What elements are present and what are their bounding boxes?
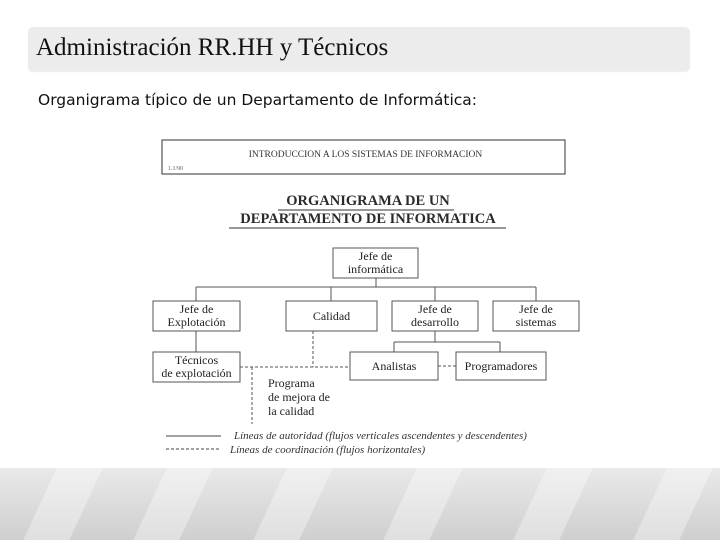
chart-heading-line1: ORGANIGRAMA DE UN	[286, 193, 450, 209]
node-jefe-sistemas	[493, 301, 579, 331]
node-label: Técnicos de explotación	[161, 353, 232, 380]
node-calidad	[286, 301, 377, 331]
node-label: Programadores	[464, 358, 538, 373]
slide-title: Administración RR.HH y Técnicos	[36, 34, 389, 61]
node-label: Jefe de desarrollo	[411, 302, 459, 329]
programa-mejora-label: Programa de mejora de la calidad	[268, 376, 330, 418]
header-text: INTRODUCCION A LOS SISTEMAS DE INFORMACION	[248, 150, 483, 160]
legend-coordinacion: Líneas de coordinación (flujos horizontales)	[230, 444, 426, 456]
footer-stripe	[513, 468, 593, 540]
footer-stripe	[383, 468, 463, 540]
node-jefe-desarrollo	[392, 301, 478, 331]
node-label: Analistas	[371, 358, 417, 373]
slide-title-bar	[28, 27, 690, 71]
header-code: 1.1/90	[168, 166, 184, 172]
node-analistas	[350, 352, 438, 380]
footer-stripe	[133, 468, 213, 540]
slide-subtitle: Organigrama típico de un Departamento de Informática:	[38, 91, 478, 109]
node-tecnicos-explotacion	[153, 352, 240, 382]
slide-footer-band	[0, 468, 720, 540]
node-jefe-informatica	[333, 248, 418, 278]
node-label: Calidad	[312, 308, 351, 323]
node-label: Jefe de informática	[347, 249, 404, 276]
org-chart-lines	[148, 132, 588, 462]
legend-autoridad: Líneas de autoridad (flujos verticales ascendentes y descendentes)	[234, 430, 527, 442]
node-jefe-explotacion	[153, 301, 240, 331]
footer-stripe	[633, 468, 713, 540]
node-label: Jefe de Explotación	[167, 302, 226, 329]
org-chart-image	[148, 132, 588, 462]
chart-heading-line2: DEPARTAMENTO DE INFORMATICA	[240, 211, 496, 227]
footer-stripe	[23, 468, 103, 540]
node-label: Jefe de sistemas	[515, 302, 557, 329]
node-programadores	[456, 352, 546, 380]
footer-stripe	[253, 468, 333, 540]
